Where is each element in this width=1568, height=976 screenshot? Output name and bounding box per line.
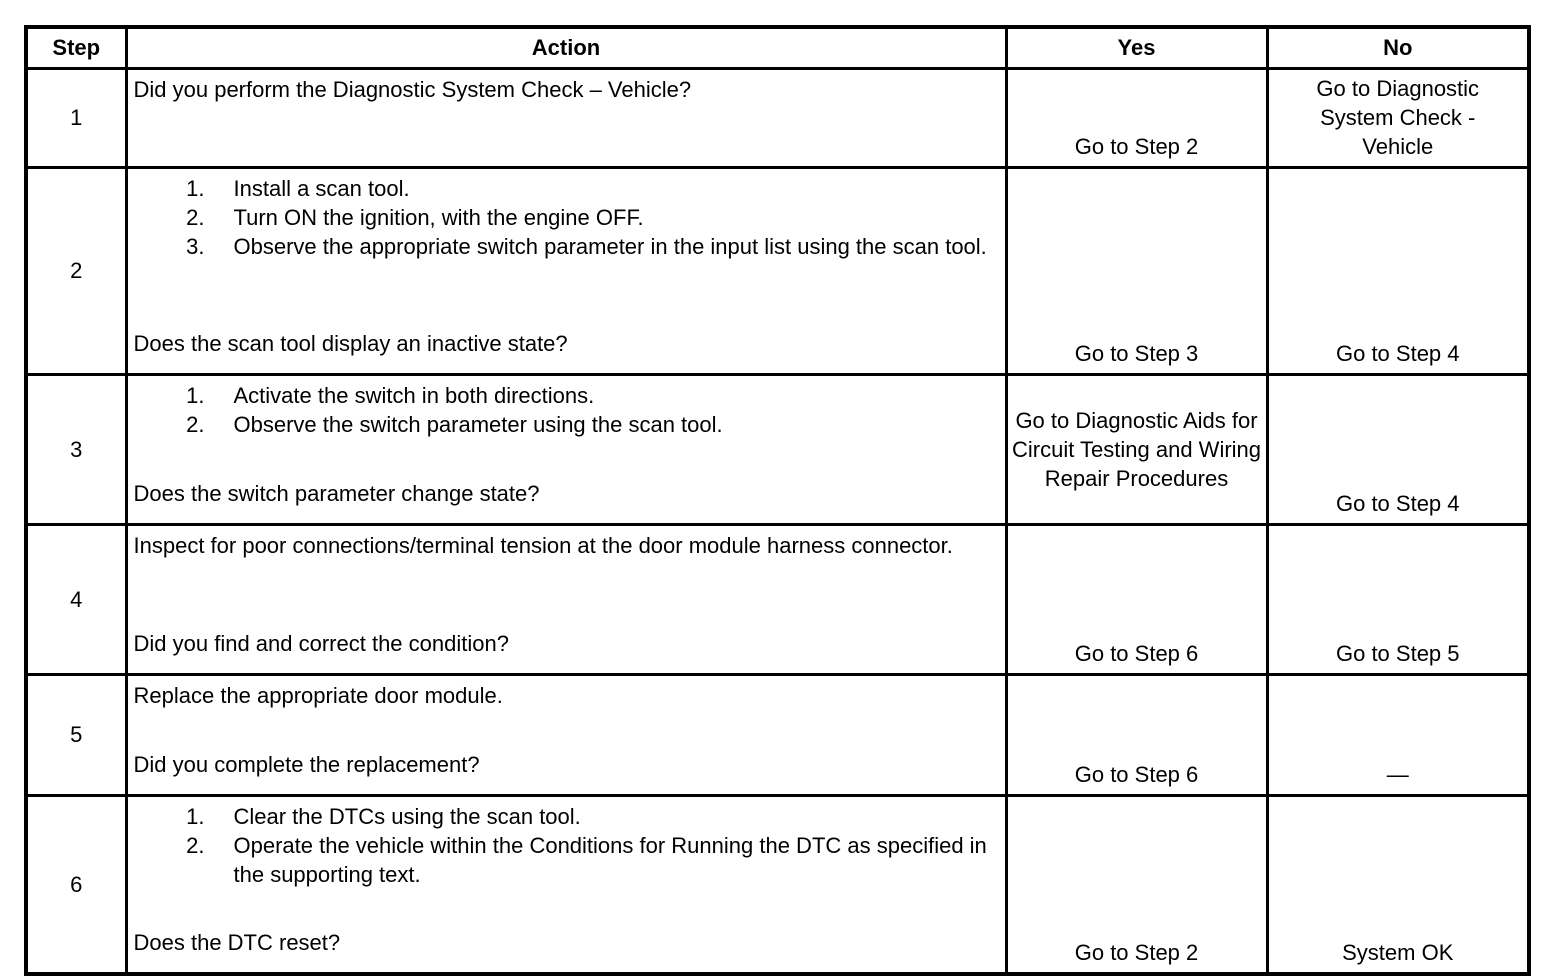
item-text: Clear the DTCs using the scan tool. (233, 804, 581, 829)
action-steps-list (134, 381, 999, 439)
item-text: Turn ON the ignition, with the engine OFF. (233, 205, 644, 230)
no-cell: Go to Diagnostic System Check - Vehicle (1267, 69, 1529, 168)
no-cell: System OK (1267, 796, 1529, 975)
table-row (26, 168, 1529, 375)
table-row (26, 525, 1529, 675)
yes-cell: Go to Step 2 (1006, 796, 1267, 975)
action-cell (126, 675, 1006, 796)
no-cell: Go to Step 5 (1267, 525, 1529, 675)
list-item (134, 802, 999, 831)
action-cell (126, 168, 1006, 375)
yes-cell: Go to Diagnostic Aids for Circuit Testing and Wiring Repair Procedures (1006, 375, 1267, 525)
action-text: Replace the appropriate door module. (133, 683, 503, 708)
action-question: Did you complete the replacement? (133, 752, 480, 777)
action-question: Does the scan tool display an inactive state? (133, 331, 568, 356)
list-item (134, 203, 999, 232)
step-number: 4 (26, 525, 126, 675)
action-steps-list (134, 802, 999, 889)
step-number: 3 (26, 375, 126, 525)
action-cell (126, 69, 1006, 168)
action-cell (126, 375, 1006, 525)
table-row (26, 796, 1529, 975)
action-text: Did you perform the Diagnostic System Check – Vehicle? (133, 77, 692, 102)
header-action: Action (126, 27, 1006, 69)
no-cell: Go to Step 4 (1267, 168, 1529, 375)
yes-cell: Go to Step 3 (1006, 168, 1267, 375)
item-number: 1. (186, 804, 205, 829)
item-text: Observe the switch parameter using the scan tool. (233, 412, 723, 437)
item-number: 1. (186, 176, 205, 201)
table-row (26, 675, 1529, 796)
action-cell (126, 796, 1006, 975)
list-item (134, 232, 999, 261)
header-row (26, 27, 1529, 69)
item-text: Observe the appropriate switch parameter in the input list using the scan tool. (233, 234, 987, 259)
table-row (26, 375, 1529, 525)
item-text: Operate the vehicle within the Conditions for Running the DTC as specified in the supporting text. (233, 833, 987, 887)
action-cell (126, 525, 1006, 675)
step-number: 6 (26, 796, 126, 975)
no-cell: Go to Step 4 (1267, 375, 1529, 525)
item-text: Activate the switch in both directions. (233, 383, 595, 408)
action-question: Does the switch parameter change state? (133, 481, 540, 506)
step-number: 5 (26, 675, 126, 796)
list-item (134, 410, 999, 439)
step-number: 2 (26, 168, 126, 375)
list-item (134, 831, 999, 889)
table-row (26, 69, 1529, 168)
header-step: Step (26, 27, 126, 69)
list-item (134, 381, 999, 410)
step-number: 1 (26, 69, 126, 168)
yes-cell: Go to Step 2 (1006, 69, 1267, 168)
yes-cell: Go to Step 6 (1006, 525, 1267, 675)
yes-cell: Go to Step 6 (1006, 675, 1267, 796)
action-question: Does the DTC reset? (133, 930, 341, 955)
item-number: 2. (186, 412, 205, 437)
action-steps-list (134, 174, 999, 261)
action-question: Did you find and correct the condition? (133, 631, 509, 656)
header-yes: Yes (1006, 27, 1267, 69)
diagnostic-table (24, 25, 1531, 976)
action-text: Inspect for poor connections/terminal tension at the door module harness connector. (133, 533, 953, 558)
item-number: 2. (186, 205, 205, 230)
item-number: 1. (186, 383, 205, 408)
list-item (134, 174, 999, 203)
item-number: 3. (186, 234, 205, 259)
item-text: Install a scan tool. (233, 176, 410, 201)
item-number: 2. (186, 833, 205, 858)
no-cell: — (1267, 675, 1529, 796)
header-no: No (1267, 27, 1529, 69)
